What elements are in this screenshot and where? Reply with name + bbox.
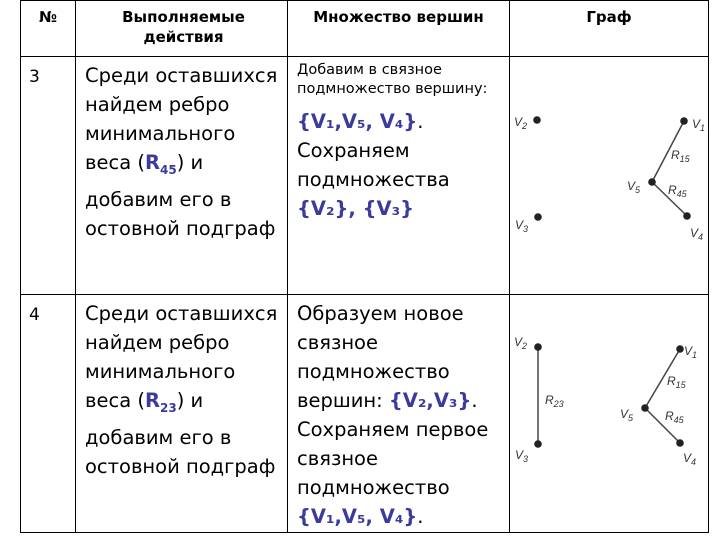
step-row <box>21 57 709 295</box>
set-highlight: {V₁,V₅, V₄} <box>297 505 418 528</box>
set-save-text: Сохраняем первое связное подмножество <box>297 418 489 499</box>
set-highlight: {V₂}, {V₃} <box>297 197 414 220</box>
graph-label: $R_{23}$ <box>545 393 564 409</box>
step-row <box>21 295 709 533</box>
header-row <box>21 1 709 57</box>
graph-label: $V_1$ <box>692 117 706 133</box>
graph-vertex <box>534 343 542 351</box>
graph-label: $R_{15}$ <box>671 148 690 164</box>
graph-label: $V_2$ <box>514 335 528 351</box>
header-actions: Выполняемые действия <box>76 1 288 57</box>
graph-vertex <box>676 439 684 447</box>
graph-label: $R_{15}$ <box>667 374 686 390</box>
graph-vertex <box>683 212 691 220</box>
graph-cell <box>510 57 709 295</box>
step-vertex-set: Образуем новое связное подмножество вершин: {V₂,V₃}. Сохраняем первое связное подмножество {V₁,V₅, V₄}. <box>288 295 510 533</box>
graph-label: $R_{45}$ <box>665 409 684 425</box>
graph-diagram <box>510 295 709 532</box>
graph-label: $V_4$ <box>683 451 697 467</box>
graph-label: $V_5$ <box>620 407 634 423</box>
step-number: 4 <box>21 295 76 533</box>
set-highlight: {V₂,V₃} <box>388 389 472 412</box>
graph-label: $V_3$ <box>515 218 529 234</box>
header-num: № <box>21 1 76 57</box>
graph-vertex <box>534 440 542 448</box>
set-highlight: {V₁,V₅, V₄} <box>297 110 418 133</box>
graph-vertex <box>680 117 688 125</box>
header-vertex-set: Множество вершин <box>288 1 510 57</box>
graph-label: $V_3$ <box>515 448 529 464</box>
step-number: 3 <box>21 57 76 295</box>
graph-diagram <box>510 57 709 294</box>
graph-label: $V_1$ <box>684 344 698 360</box>
graph-vertex <box>533 116 541 124</box>
graph-vertex <box>676 345 684 353</box>
kruskal-steps-table <box>20 0 709 533</box>
graph-vertex <box>648 178 656 186</box>
set-intro: Добавим в связное подмножество вершину: <box>297 62 488 97</box>
graph-label: $V_5$ <box>627 179 641 195</box>
header-graph: Граф <box>510 1 709 57</box>
step-vertex-set: Добавим в связное подмножество вершину: {V₁,V₅, V₄}. Сохраняем подмножества {V₂}, {V₃} <box>288 57 510 295</box>
graph-edge-r45 <box>645 408 680 443</box>
graph-label: $R_{45}$ <box>668 183 687 199</box>
set-save-text: Сохраняем подмножества <box>297 139 450 191</box>
step-actions: Среди оставшихся найдем ребро минимального веса $(R_{45})$ и добавим его в остовной подграф <box>76 57 288 295</box>
graph-cell <box>510 295 709 533</box>
graph-label: $V_2$ <box>514 115 528 131</box>
step-actions: Среди оставшихся найдем ребро минимального веса $(R_{23})$ и добавим его в остовной подграф <box>76 295 288 533</box>
graph-vertex <box>641 404 649 412</box>
graph-label: $V_4$ <box>690 226 704 242</box>
graph-vertex <box>534 213 542 221</box>
